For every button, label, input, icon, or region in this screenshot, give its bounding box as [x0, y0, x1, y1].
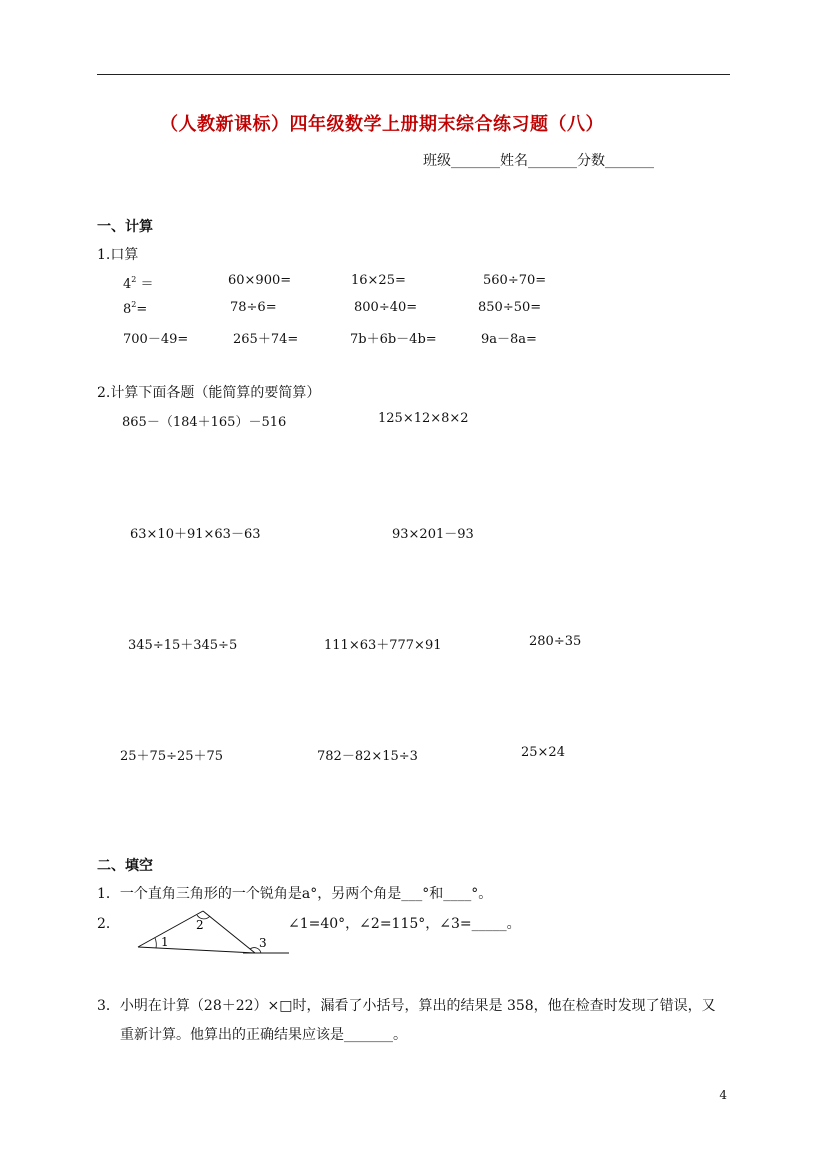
calc-problem: 345÷15＋345÷5 — [128, 638, 238, 653]
oral-problem: 9a－8a= — [481, 332, 537, 347]
oral-problem: 78÷6= — [230, 300, 277, 315]
student-info-line: 班级_______姓名_______分数_______ — [423, 153, 654, 169]
angle-label-1: 1 — [161, 935, 169, 949]
oral-problem: 60×900= — [228, 273, 292, 288]
triangle-figure — [135, 905, 295, 957]
header-rule — [97, 74, 730, 75]
oral-problem: 800÷40= — [354, 300, 418, 315]
calc-problem: 865－（184＋165）－516 — [122, 415, 287, 430]
fill-question-3-line2: 重新计算。他算出的正确结果应该是_______。 — [120, 1027, 407, 1043]
calc-problem: 63×10＋91×63－63 — [130, 527, 261, 542]
fill-question-3-line1: 3．小明在计算（28＋22）×□时，漏看了小括号，算出的结果是 358，他在检查时发现了错误，又 — [97, 998, 716, 1014]
calc-section-label: 2.计算下面各题（能简算的要简算） — [97, 385, 321, 401]
calc-problem: 782－82×15÷3 — [317, 749, 418, 764]
page-title: （人教新课标）四年级数学上册期末综合练习题（八） — [160, 114, 604, 135]
calc-problem: 25×24 — [521, 745, 565, 760]
section1-heading: 一、计算 — [97, 219, 153, 235]
oral-problem: $8^2=$ — [123, 300, 148, 317]
fill-question-2-number: 2． — [97, 916, 120, 932]
oral-problem: 7b＋6b－4b= — [350, 332, 437, 347]
oral-problem: 700－49= — [123, 332, 189, 347]
triangle-base — [138, 947, 255, 953]
oral-problem: 16×25= — [351, 273, 406, 288]
calc-problem: 25＋75÷25＋75 — [120, 749, 224, 764]
calc-problem: 280÷35 — [529, 634, 582, 649]
oral-problem: 560÷70= — [483, 273, 547, 288]
oral-calc-label: 1.口算 — [97, 247, 139, 263]
angle-label-3: 3 — [259, 936, 267, 950]
oral-problem: $4^2$ ＝ — [123, 275, 154, 292]
fill-question-2-text: ∠1=40°，∠2=115°，∠3=_____。 — [288, 916, 521, 932]
calc-problem: 111×63＋777×91 — [324, 638, 442, 653]
page-number: 4 — [719, 1088, 727, 1102]
triangle-side — [138, 911, 203, 947]
fill-question-1: 1．一个直角三角形的一个锐角是a°，另两个角是___°和____°。 — [97, 886, 493, 902]
oral-problem: 265＋74= — [233, 332, 299, 347]
angle-label-2: 2 — [196, 918, 204, 932]
oral-problem: 850÷50= — [478, 300, 542, 315]
calc-problem: 93×201－93 — [392, 527, 474, 542]
angle-1-arc — [155, 938, 156, 948]
section2-heading: 二、填空 — [97, 858, 153, 874]
calc-problem: 125×12×8×2 — [378, 411, 469, 426]
triangle-side — [203, 911, 255, 953]
